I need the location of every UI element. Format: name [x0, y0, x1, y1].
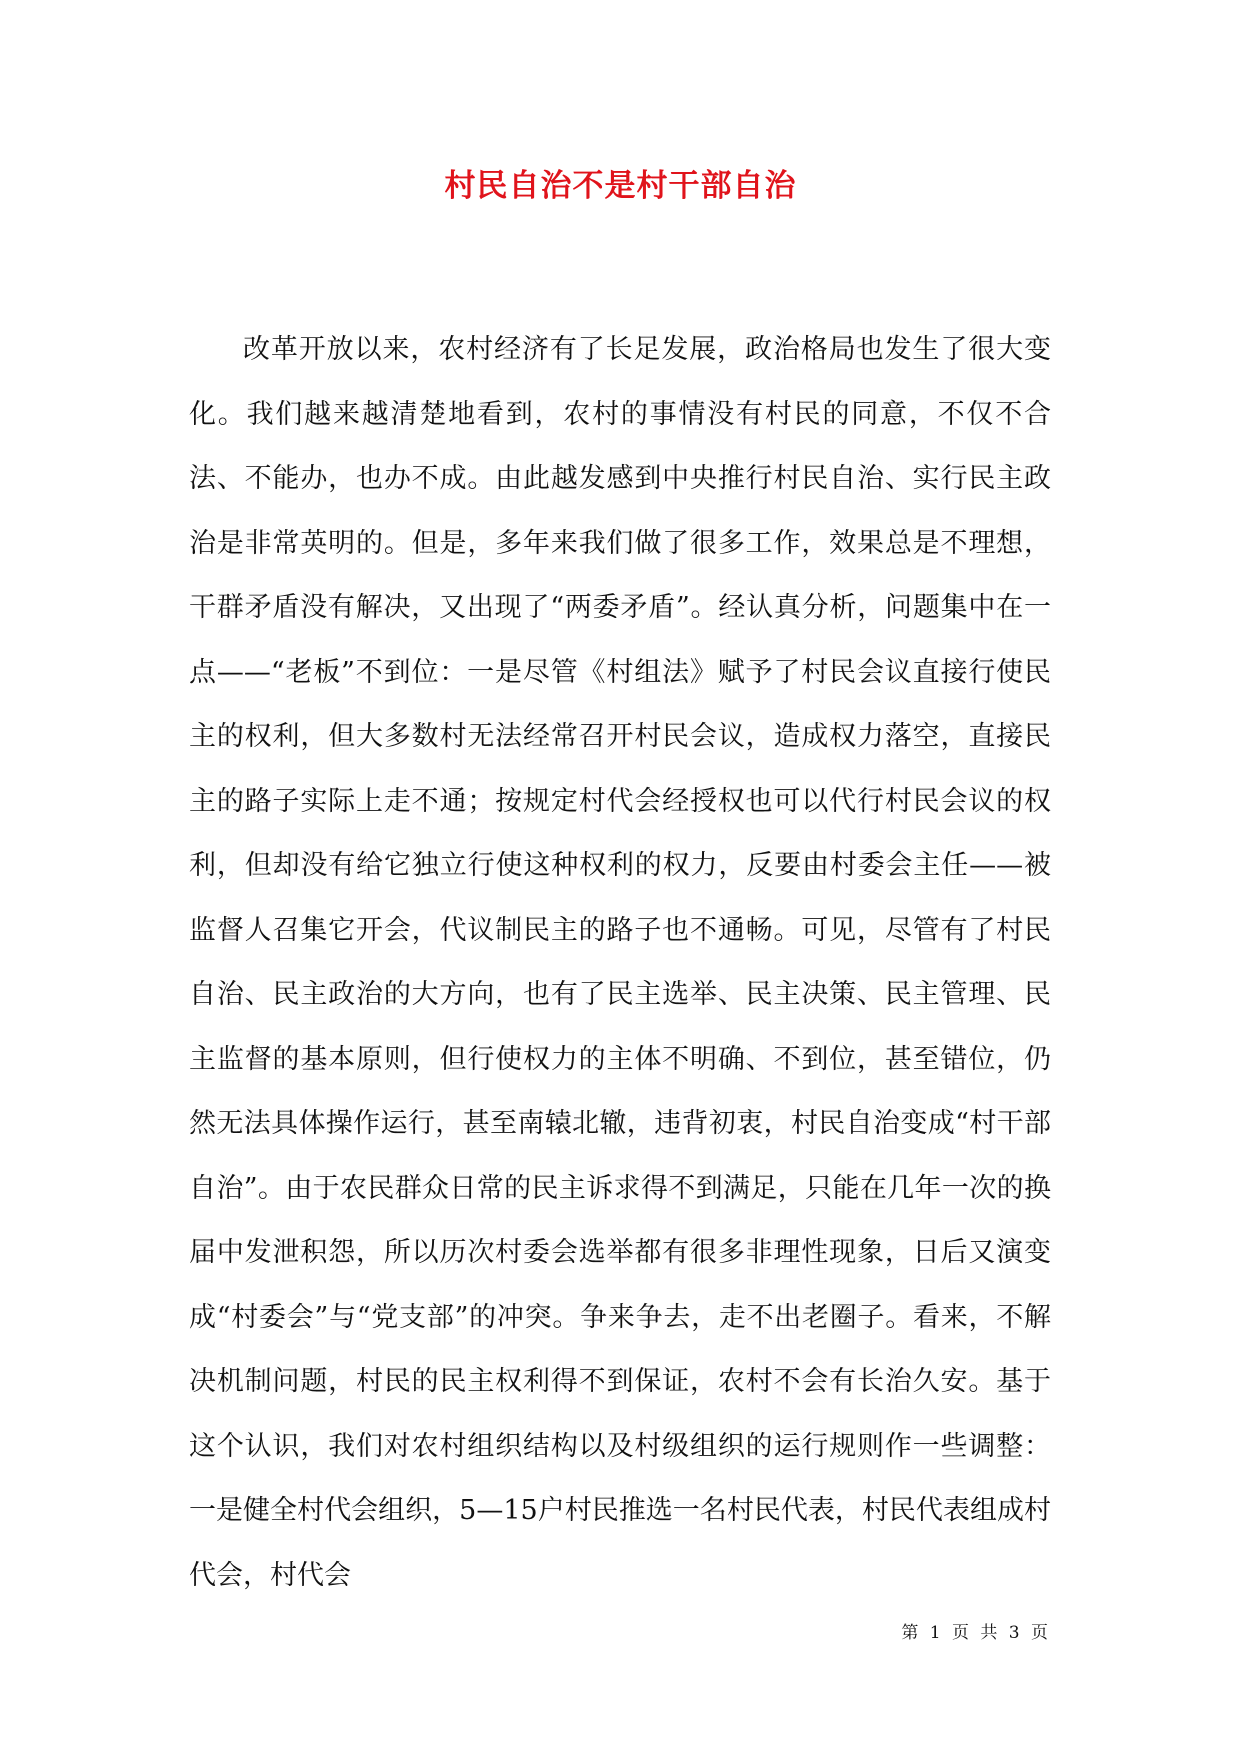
page-number-footer: 第 1 页 共 3 页	[901, 1623, 1051, 1643]
body-paragraph: 改革开放以来，农村经济有了长足发展，政治格局也发生了很大变化。我们越来越清楚地看到，农村的事情没有村民的同意，不仅不合法、不能办，也办不成。由此越发感到中央推行村民自治、实行民主政治是非常英明的。但是，多年来我们做了很多工作，效果总是不理想，干群矛盾没有解决，又出现了“两委矛盾”。经认真分析，问题集中在一点——“老板”不到位：一是尽管《村组法》赋予了村民会议直接行使民主的权利，但大多数村无法经常召开村民会议，造成权力落空，直接民主的路子实际上走不通；按规定村代会经授权也可以代行村民会议的权利，但却没有给它独立行使这种权利的权力，反要由村委会主任——被监督人召集它开会，代议制民主的路子也不通畅。可见，尽管有了村民自治、民主政治的大方向，也有了民主选举、民主决策、民主管理、民主监督的基本原则，但行使权力的主体不明确、不到位，甚至错位，仍然无法具体操作运行，甚至南辕北辙，违背初衷，村民自治变成“村干部自治”。由于农民群众日常的民主诉求得不到满足，只能在几年一次的换届中发泄积怨，所以历次村委会选举都有很多非理性现象，日后又演变成“村委会”与“党支部”的冲突。争来争去，走不出老圈子。看来，不解决机制问题，村民的民主权利得不到保证，农村不会有长治久安。基于这个认识，我们对农村组织结构以及村级组织的运行规则作一些调整：一是健全村代会组织，5—15户村民推选一名村民代表，村民代表组成村代会，村代会	[189, 334, 1051, 1591]
document-title: 村民自治不是村干部自治	[444, 168, 797, 204]
